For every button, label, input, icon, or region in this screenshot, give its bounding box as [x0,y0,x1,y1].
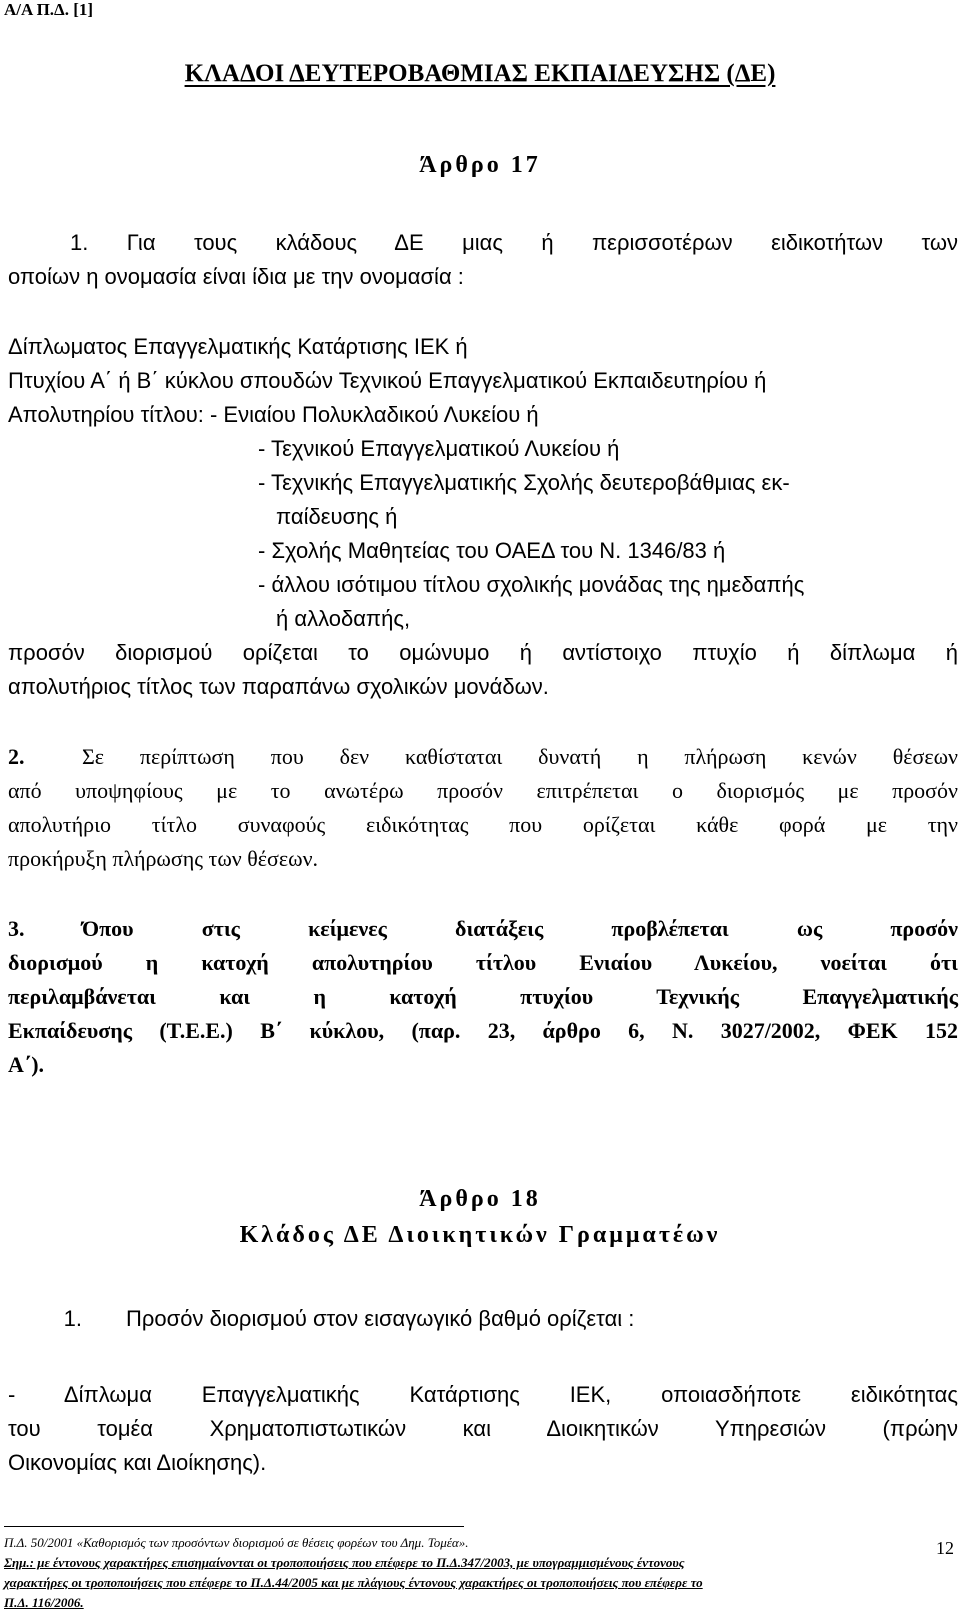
article-17-paragraph-1-end-line-2: απολυτήριος τίτλος των παραπάνω σχολικών μονάδων. [8,674,549,699]
article-17-paragraph-3-line-3: περιλαμβάνεται και η κατοχή πτυχίου Τεχνικής Επαγγελματικής [8,984,958,1009]
article-17-paragraph-2-line-1 [8,740,958,774]
article-18-subheading: Κλάδος ΔΕ Διοικητικών Γραμματέων [239,1222,721,1248]
qualification-list-line-3: Απολυτηρίου τίτλου: - Ενιαίου Πολυκλαδικού Λυκείου ή [8,402,539,427]
article-18-paragraph-1 [8,1302,958,1336]
qualification-list-line-2: Πτυχίου Α΄ ή Β΄ κύκλου σπουδών Τεχνικού Επαγγελματικού Εκπαιδευτηρίου ή [8,368,767,393]
article-17-paragraph-3-line-1 [8,912,958,946]
footer-note-line-3: Π.Δ. 116/2006. [4,1595,84,1610]
article-17-paragraph-1-end-line-1: προσόν διορισμού ορίζεται το ομώνυμο ή αντίστοιχο πτυχίο ή δίπλωμα ή [8,640,958,665]
page-number: 12 [936,1538,954,1558]
section-title: ΚΛΑΔΟΙ ΔΕΥΤΕΡΟΒΑΘΜΙΑΣ ΕΚΠΑΙΔΕΥΣΗΣ (ΔΕ) [184,60,776,87]
paragraph-text: Όπου στις κείμενες διατάξεις προβλέπεται ως προσόν [82,916,958,941]
article-17-paragraph-3-line-5: Α΄). [8,1052,45,1077]
footer-note-text: με έντονους χαρακτήρες επισημαίνονται οι τροποποιήσεις που επέφερε το Π.Δ.347/2003, με υπογραμμισμένους έντονους [34,1555,685,1570]
paragraph-number: 3. [8,916,25,941]
document-reference-tag: Α/Α Π.Δ. [1] [4,0,94,19]
footer-note-line-2: χαρακτήρες οι τροποποιήσεις που επέφερε το Π.Δ.44/2005 και με πλάγιους έντονους χαρακτήρες οι τροποποιήσεις που επέφερε το [4,1575,703,1590]
paragraph-number: 2. [8,744,25,769]
footer-note-line-1 [4,1554,894,1572]
article-17-paragraph-2-line-4: προκήρυξη πλήρωσης των θέσεων. [8,846,319,871]
qualification-list-line-4: - Τεχνικού Επαγγελματικού Λυκείου ή [258,436,620,461]
article-17-heading: Άρθρο 17 [419,152,541,178]
article-17-paragraph-2-line-2: από υποψηφίους με το ανωτέρω προσόν επιτρέπεται ο διορισμός με προσόν [8,778,958,803]
qualification-list-line-5: - Τεχνικής Επαγγελματικής Σχολής δευτεροβάθμιας εκ- [258,470,790,495]
footer-divider [4,1526,464,1527]
qualification-list-line-8: - άλλου ισότιμου τίτλου σχολικής μονάδας της ημεδαπής [258,572,805,597]
qualification-list-line-9: ή αλλοδαπής, [276,606,411,631]
article-17-paragraph-1-line-1 [8,226,958,260]
article-18-item-line-1: - Δίπλωμα Επαγγελματικής Κατάρτισης ΙΕΚ, οποιασδήποτε ειδικότητας [8,1382,958,1407]
paragraph-text: Σε περίπτωση που δεν καθίσταται δυνατή η πλήρωση κενών θέσεων [82,744,958,769]
footer-note-label: Σημ.: [4,1555,34,1570]
article-18-item-line-2: του τομέα Χρηματοπιστωτικών και Διοικητικών Υπηρεσιών (πρώην [8,1416,958,1441]
paragraph-number: 1. [63,1306,82,1331]
footer-source-line: Π.Δ. 50/2001 «Καθορισμός των προσόντων διορισμού σε θέσεις φορέων του Δημ. Τομέα». [4,1535,469,1550]
paragraph-text: Προσόν διορισμού στον εισαγωγικό βαθμό ορίζεται : [126,1306,635,1331]
article-17-paragraph-3-line-4: Εκπαίδευσης (Τ.Ε.Ε.) Β΄ κύκλου, (παρ. 23, άρθρο 6, Ν. 3027/2002, ΦΕΚ 152 [8,1018,958,1043]
qualification-list-line-6: παίδευσης ή [276,504,398,529]
article-18-heading: Άρθρο 18 [419,1186,541,1212]
qualification-list-line-1: Δίπλωματος Επαγγελματικής Κατάρτισης ΙΕΚ ή [8,334,468,359]
article-17-paragraph-2-line-3: απολυτήριο τίτλο συναφούς ειδικότητας που ορίζεται κάθε φορά με την [8,812,958,837]
qualification-list-line-7: - Σχολής Μαθητείας του ΟΑΕΔ του Ν. 1346/83 ή [258,538,726,563]
article-18-item-line-3: Οικονομίας και Διοίκησης). [8,1450,267,1475]
paragraph-text: 1. Για τους κλάδους ΔΕ μιας ή περισσοτέρων ειδικοτήτων των [70,230,958,255]
article-17-paragraph-3-line-2: διορισμού η κατοχή απολυτηρίου τίτλου Ενιαίου Λυκείου, νοείται ότι [8,950,958,975]
article-17-paragraph-1-line-2: οποίων η ονομασία είναι ίδια με την ονομασία : [8,264,464,289]
